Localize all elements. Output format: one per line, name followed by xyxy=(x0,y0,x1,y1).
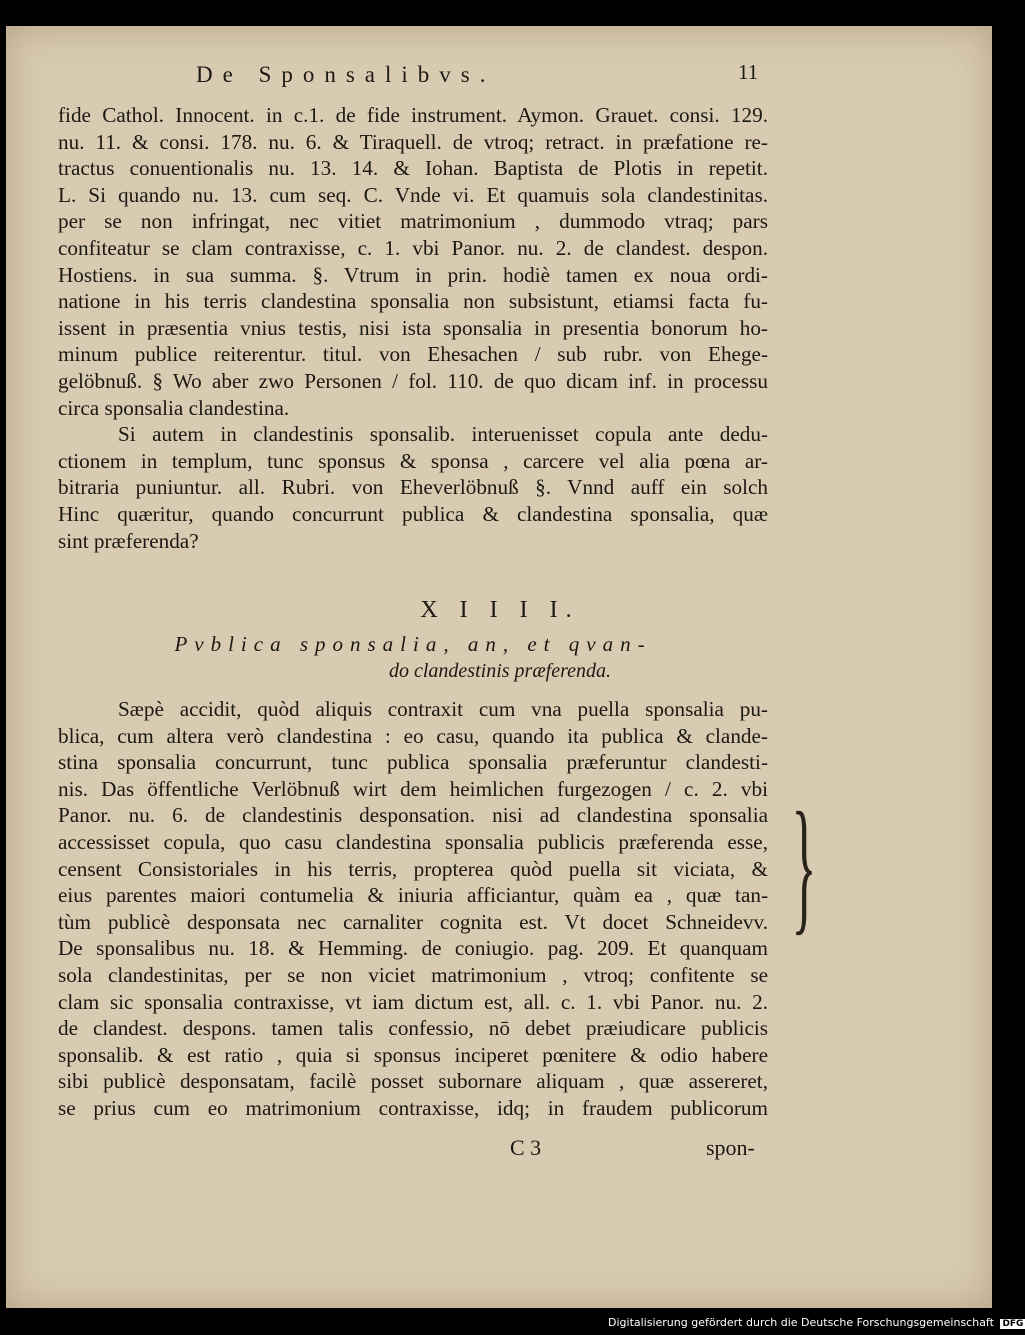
text-line: per se non infringat, nec vitiet matrimonium , dummodo vtraq; pars xyxy=(58,209,768,234)
paragraph-1 xyxy=(58,102,768,554)
dfg-logo: DFG xyxy=(1002,1319,1024,1329)
page-number: 11 xyxy=(738,60,759,84)
text-line: censent Consistoriales in his terris, propterea quòd puella sit viciata, & xyxy=(58,856,768,881)
catchword: spon- xyxy=(706,1135,755,1160)
section-number: X I I I I. xyxy=(420,597,580,623)
text-line: accessisset copula, quo casu clandestina sponsalia publicis præferenda esse, xyxy=(58,829,768,854)
text-line: Panor. nu. 6. de clandestinis desponsation. nisi ad clandestina sponsalia xyxy=(58,803,768,828)
signature-mark: C 3 xyxy=(510,1135,542,1160)
text-line: Hostiens. in sua summa. §. Vtrum in prin. hodiè tamen ex noua ordi- xyxy=(58,262,768,287)
text-line: Hinc quæritur, quando concurrunt publica & clandestina sponsalia, quæ xyxy=(58,501,768,526)
margin-brace-mark: } xyxy=(791,782,817,948)
text-line: bitraria puniuntur. all. Rubri. von Eheverlöbnuß §. Vnnd auff ein solch xyxy=(58,475,768,500)
text-line: de clandest. despons. tamen talis confessio, nō debet præiudicare publicis xyxy=(58,1016,768,1041)
paragraph-3 xyxy=(58,696,768,1122)
text-line: gelöbnuß. § Wo aber zwo Personen / fol. 110. de quo dicam inf. in processu xyxy=(58,368,768,393)
text-line: sibi publicè desponsatam, facilè posset subornare aliquam , quæ assereret, xyxy=(58,1069,768,1094)
text-line: natione in his terris clandestina sponsalia non subsistunt, etiamsi facta fu- xyxy=(58,289,768,314)
text-line: clam sic sponsalia contraxisse, vt iam dictum est, all. c. 1. vbi Panor. nu. 2. xyxy=(58,989,768,1014)
text-line: nis. Das öffentliche Verlöbnuß wirt dem heimlichen furgezogen / c. 2. vbi xyxy=(58,776,768,801)
text-line: confiteatur se clam contraxisse, c. 1. vbi Panor. nu. 2. de clandest. despon. xyxy=(58,235,768,260)
running-head: De Sponsalibvs. xyxy=(196,62,496,87)
funding-footer xyxy=(608,1316,1025,1329)
text-line: sola clandestinitas, per se non viciet matrimonium , vtroq; confitente se xyxy=(58,962,768,987)
text-line: circa sponsalia clandestina. xyxy=(58,395,290,420)
text-line: eius parentes maiori contumelia & iniuria afficiantur, quàm ea , quæ tan- xyxy=(58,883,768,908)
text-line: se prius cum eo matrimonium contraxisse, idq; in fraudem publicorum xyxy=(58,1095,768,1120)
text-line: sponsalib. & est ratio , quia si sponsus inciperet pœnitere & odio habere xyxy=(58,1042,768,1067)
text-line: Si autem in clandestinis sponsalib. interuenisset copula ante dedu- xyxy=(118,422,768,447)
text-line: blica, cum altera verò clandestina : eo casu, quando ita publica & clande- xyxy=(58,723,768,748)
section-title-line-1: Pvblica sponsalia, an, et qvan- xyxy=(174,632,652,656)
text-line: fide Cathol. Innocent. in c.1. de fide instrument. Aymon. Grauet. consi. 129. xyxy=(58,103,768,127)
text-line: minum publice reiterentur. titul. von Ehesachen / sub rubr. von Ehege- xyxy=(58,342,768,367)
text-line: tùm publicè desponsata nec carnaliter cognita est. Vt docet Schneidevv. xyxy=(58,909,768,934)
text-line: L. Si quando nu. 13. cum seq. C. Vnde vi. Et quamuis sola clandestinitas. xyxy=(58,182,768,207)
section-title-line-2: do clandestinis præferenda. xyxy=(388,660,612,682)
text-line: issent in præsentia vnius testis, nisi ista sponsalia in presentia bonorum ho- xyxy=(58,315,768,340)
text-line: ctionem in templum, tunc sponsus & sponsa , carcere vel alia pœna ar- xyxy=(58,448,768,473)
text-line: nu. 11. & consi. 178. nu. 6. & Tiraquell. de vtroq; retract. in præfatione re- xyxy=(58,129,768,154)
text-line: sint præferenda? xyxy=(58,528,199,553)
text-line: De sponsalibus nu. 18. & Hemming. de coniugio. pag. 209. Et quanquam xyxy=(58,936,768,961)
funding-text: Digitalisierung gefördert durch die Deutsche Forschungsgemeinschaft xyxy=(608,1316,994,1329)
text-line: tractus conuentionalis nu. 13. 14. & Iohan. Baptista de Plotis in repetit. xyxy=(58,156,768,181)
text-line: Sæpè accidit, quòd aliquis contraxit cum vna puella sponsalia pu- xyxy=(118,697,768,721)
text-line: stina sponsalia concurrunt, tunc publica sponsalia præferuntur clandesti- xyxy=(58,750,768,775)
